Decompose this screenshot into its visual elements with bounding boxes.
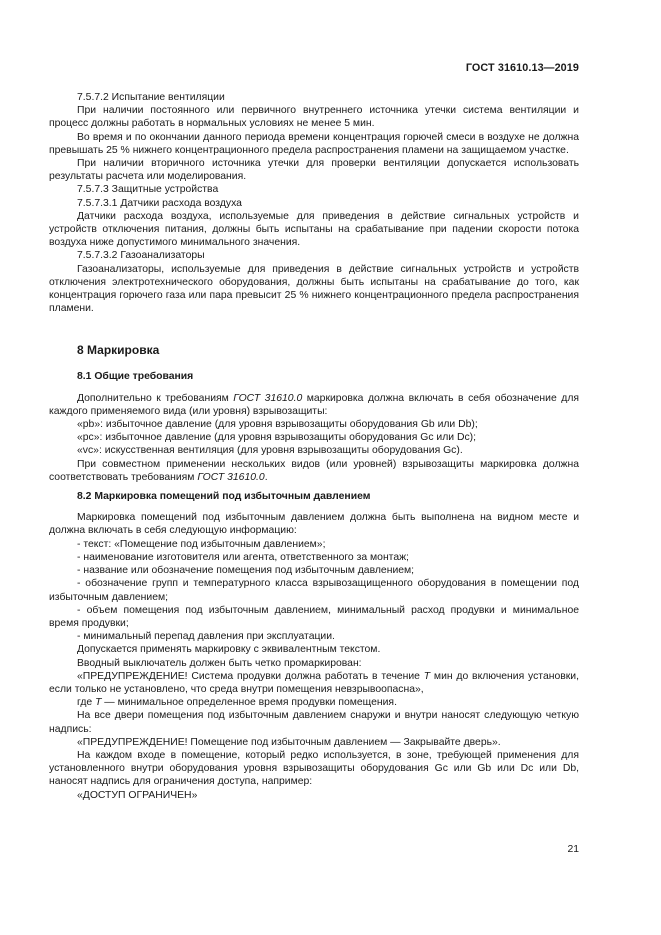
clause-8-1-heading: 8.1 Общие требования (77, 371, 194, 383)
paragraph: Маркировка помещений под избыточным давлением должна быть выполнена на видном месте и должна включать в себя следующую информацию: (49, 512, 579, 537)
warning-text: «ПРЕДУПРЕЖДЕНИЕ! Помещение под избыточным давлением — Закрывайте дверь». (77, 736, 501, 748)
paragraph-text: Дополнительно к требованиям (77, 392, 234, 404)
warning-text-part: мин до включения установки, если только не установлено, что среда внутри помещения невзрывоопасна», (49, 670, 579, 695)
clause-7-5-7-3-2-heading: 7.5.7.3.2 Газоанализаторы (77, 250, 205, 262)
paragraph: Датчики расхода воздуха, используемые для приведения в действие сигнальных устройств и устройств отключения питания, должны быть испытаны на срабатывание при падении скорости потока воздуха ниже допустимого минимального значения. (49, 210, 579, 249)
clause-7-5-7-3-1-heading: 7.5.7.3.1 Датчики расхода воздуха (77, 197, 242, 209)
clause-7-5-7-2-heading: 7.5.7.2 Испытание вентиляции (77, 92, 225, 103)
page-number: 21 (567, 844, 579, 855)
list-item: «pc»: избыточное давление (для уровня взрывозащиты оборудования Gc или Dc); (77, 432, 477, 444)
paragraph-text: . (264, 471, 268, 483)
access-restricted-text: «ДОСТУП ОГРАНИЧЕН» (77, 789, 198, 801)
paragraph: На каждом входе в помещение, который редко используется, в зоне, требующей применения для установленного внутри оборудования уровня взрывозащиты оборудования Gc или Gb или Dc или Db, наносят надпись для ограничения доступа, например: (49, 749, 579, 788)
paragraph: Допускается применять маркировку с эквивалентным текстом. (77, 644, 381, 656)
variable-t: T (423, 670, 431, 682)
list-item: - название или обозначение помещения под избыточным давлением; (77, 565, 415, 577)
warning-text-part: «ПРЕДУПРЕЖДЕНИЕ! Система продувки должна работать в течение (77, 670, 424, 682)
paragraph: На все двери помещения под избыточным давлением снаружи и внутри наносят следующую четкую надпись: (49, 710, 579, 735)
page-content (49, 91, 579, 802)
list-item: «vc»: искусственная вентиляция (для уровня взрывозащиты оборудования Gc). (77, 445, 463, 457)
definition-part: где (77, 697, 96, 709)
paragraph (49, 458, 579, 484)
standard-reference: ГОСТ 31610.0 (197, 471, 265, 483)
variable-t: T (95, 697, 102, 709)
standard-designation: ГОСТ 31610.13—2019 (465, 62, 579, 74)
paragraph: Вводный выключатель должен быть четко промаркирован: (77, 657, 362, 669)
paragraph (49, 392, 579, 418)
paragraph-text: При совместном применении нескольких видов (или уровней) взрывозащиты маркировка должна соответствовать требованиям (49, 458, 579, 483)
list-item: - наименование изготовителя или агента, ответственного за монтаж; (77, 551, 409, 563)
list-item: - обозначение групп и температурного класса взрывозащищенного оборудования в помещении под избыточным давлением; (49, 578, 579, 603)
paragraph-text: маркировка должна включать в себя обозначение для каждого применяемого вида (или уровня) взрывозащиты: (49, 392, 580, 417)
clause-7-5-7-3-heading: 7.5.7.3 Защитные устройства (77, 184, 219, 196)
definition (49, 696, 579, 709)
section-8-title: 8 Маркировка (77, 343, 160, 358)
warning-text (49, 670, 579, 696)
list-item: - текст: «Помещение под избыточным давлением»; (77, 538, 326, 550)
list-item: - объем помещения под избыточным давлением, минимальный расход продувки и минимальное время продувки; (49, 604, 579, 629)
paragraph: Во время и по окончании данного периода времени концентрация горючей смеси в воздухе не должна превышать 25 % нижнего концентрационного предела распространения пламени на защищаемом участке. (49, 131, 579, 156)
paragraph: При наличии вторичного источника утечки для проверки вентиляции допускается использовать результаты расчета или моделирования. (49, 158, 579, 183)
standard-reference: ГОСТ 31610.0 (233, 392, 303, 404)
list-item: «pb»: избыточное давление (для уровня взрывозащиты оборудования Gb или Db); (77, 419, 478, 431)
definition-part: — минимальное определенное время продувки помещения. (101, 697, 397, 709)
paragraph: При наличии постоянного или первичного внутреннего источника утечки система вентиляции и процесс должны работать в нормальных условиях не менее 5 мин. (49, 105, 579, 130)
clause-8-2-heading: 8.2 Маркировка помещений под избыточным давлением (77, 491, 371, 503)
list-item: - минимальный перепад давления при эксплуатации. (77, 631, 335, 643)
paragraph: Газоанализаторы, используемые для приведения в действие сигнальных устройств и устройств отключения электротехнического оборудования, должны быть испытаны на срабатывание до того, как концентрация горючего газа или пара превысит 25 % нижнего концентрационного предела распространения пламени. (49, 263, 579, 315)
